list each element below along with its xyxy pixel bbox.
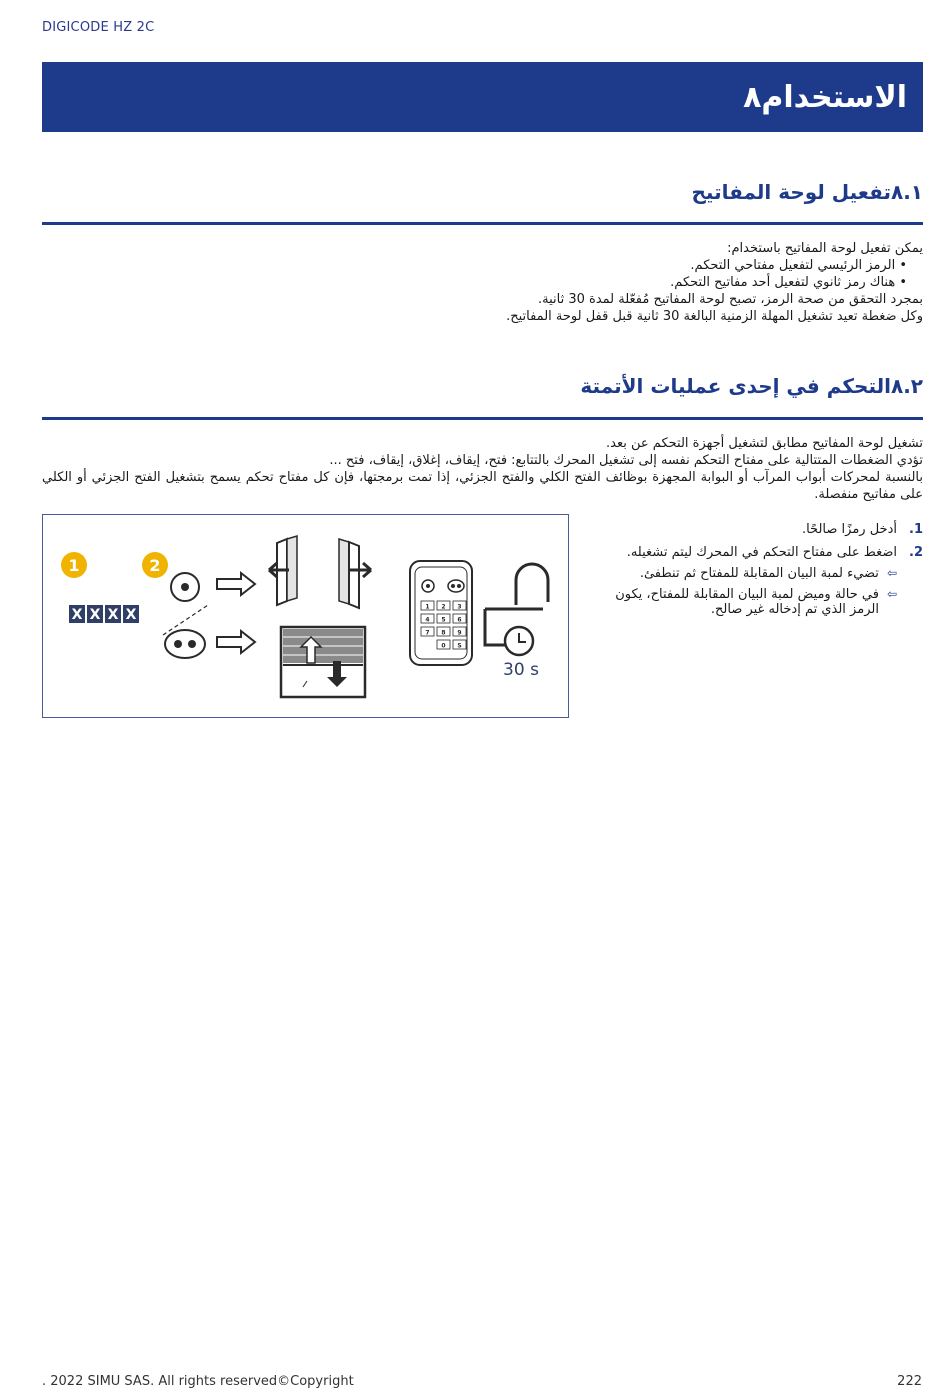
code-entry-icon bbox=[69, 605, 139, 623]
substep-text: تضيء لمبة البيان المقابلة للمفتاح ثم تنطفئ. bbox=[639, 566, 879, 581]
arrow-right-icon bbox=[217, 573, 255, 595]
product-name: DIGICODE HZ 2C bbox=[42, 20, 155, 35]
bullet-item: • الرمز الرئيسي لتفعيل مفتاحي التحكم. bbox=[42, 257, 907, 274]
keypad-key-label: 3 bbox=[457, 603, 462, 611]
result-arrow-icon: ⇦ bbox=[886, 587, 897, 601]
arrow-right-icon bbox=[217, 631, 255, 653]
section-2-body bbox=[42, 435, 923, 503]
substep-text: في حالة وميض لمبة البيان المقابلة للمفتاح، يكون الرمز الذي تم إدخاله غير صالح. bbox=[615, 587, 879, 617]
section-1-intro: يمكن تفعيل لوحة المفاتيح باستخدام: bbox=[727, 241, 923, 256]
single-key-icon bbox=[171, 573, 199, 601]
keypad-key-label: S bbox=[457, 642, 462, 650]
step-text: أدخل رمزًا صالحًا. bbox=[801, 522, 897, 537]
keypad-key-label: 6 bbox=[457, 616, 462, 624]
clock-icon bbox=[505, 627, 533, 655]
badge-1-label: 1 bbox=[68, 556, 80, 575]
section-1-divider bbox=[42, 222, 923, 225]
section-2-line-3: بالنسبة لمحركات أبواب المرآب أو البوابة المجهزة بوظائف الفتح الكلي والفتح الجزئي، إذا تمت برمجتها، فإن كل مفتاح تحكم يسمح بتشغيل الفتح الجزئي أو الكلي على مفاتيح منفصلة. bbox=[42, 470, 923, 502]
page-number: 222 bbox=[897, 1374, 922, 1389]
copyright-notice: . 2022 SIMU SAS. All rights reserved©Copyright bbox=[42, 1374, 354, 1389]
keypad-key-label: 1 bbox=[425, 603, 430, 611]
section-2-line-2: تؤدي الضغطات المتتالية على مفتاح التحكم نفسه إلى تشغيل المحرك بالتتابع: فتح، إيقاف، إغلاق، إيقاف، فتح ... bbox=[329, 453, 923, 468]
section-1-line-2: وكل ضغطة تعيد تشغيل المهلة الزمنية البالغة 30 ثانية قبل قفل لوحة المفاتيح. bbox=[506, 309, 923, 324]
section-2-line-1: تشغيل لوحة المفاتيح مطابق لتشغيل أجهزة التحكم عن بعد. bbox=[606, 436, 923, 451]
code-char: X bbox=[107, 607, 119, 623]
keypad-key-label: 2 bbox=[441, 603, 446, 611]
section-1-line-1: بمجرد التحقق من صحة الرمز، تصبح لوحة المفاتيح مُفعّلة لمدة 30 ثانية. bbox=[537, 292, 923, 307]
substep-1 bbox=[593, 566, 923, 581]
gate-open-icon bbox=[269, 536, 371, 608]
garage-door-icon bbox=[281, 627, 365, 697]
section-2-divider bbox=[42, 417, 923, 420]
result-arrow-icon: ⇦ bbox=[886, 566, 897, 580]
section-1-bullets bbox=[42, 257, 923, 291]
keypad-key-label: 8 bbox=[441, 629, 446, 637]
step-number: 1. bbox=[909, 522, 923, 537]
chapter-title-bar bbox=[42, 62, 923, 132]
section-1-title: ۸.۱تفعيل لوحة المفاتيح bbox=[691, 180, 923, 204]
keypad-key-label: 9 bbox=[457, 629, 462, 637]
step-number: 2. bbox=[909, 545, 923, 560]
step-1 bbox=[593, 520, 923, 539]
keypad-device-icon bbox=[410, 561, 472, 665]
section-1-body bbox=[42, 240, 923, 325]
keypad-key-label: 7 bbox=[425, 629, 430, 637]
code-char: X bbox=[71, 607, 83, 623]
procedure-steps bbox=[593, 520, 923, 623]
keypad-key-label: 4 bbox=[425, 616, 430, 624]
section-2-title: ۸.۲التحكم في إحدى عمليات الأتمتة bbox=[580, 374, 923, 398]
keypad-key-label: 5 bbox=[441, 616, 446, 624]
code-char: X bbox=[89, 607, 101, 623]
step-text: اضغط على مفتاح التحكم في المحرك ليتم تشغيله. bbox=[626, 545, 897, 560]
keypad-illustration bbox=[42, 514, 569, 718]
substep-2 bbox=[593, 587, 923, 617]
badge-2-label: 2 bbox=[149, 556, 161, 575]
chapter-title: ۸الاستخدام bbox=[743, 79, 907, 115]
double-key-icon bbox=[165, 630, 205, 658]
code-char: X bbox=[125, 607, 137, 623]
illustration-svg bbox=[43, 515, 570, 719]
keypad-key-label: 0 bbox=[441, 642, 446, 650]
step-2 bbox=[593, 543, 923, 562]
timer-label: 30 s bbox=[503, 660, 539, 680]
bullet-item: • هناك رمز ثانوي لتفعيل أحد مفاتيح التحكم. bbox=[42, 274, 907, 291]
